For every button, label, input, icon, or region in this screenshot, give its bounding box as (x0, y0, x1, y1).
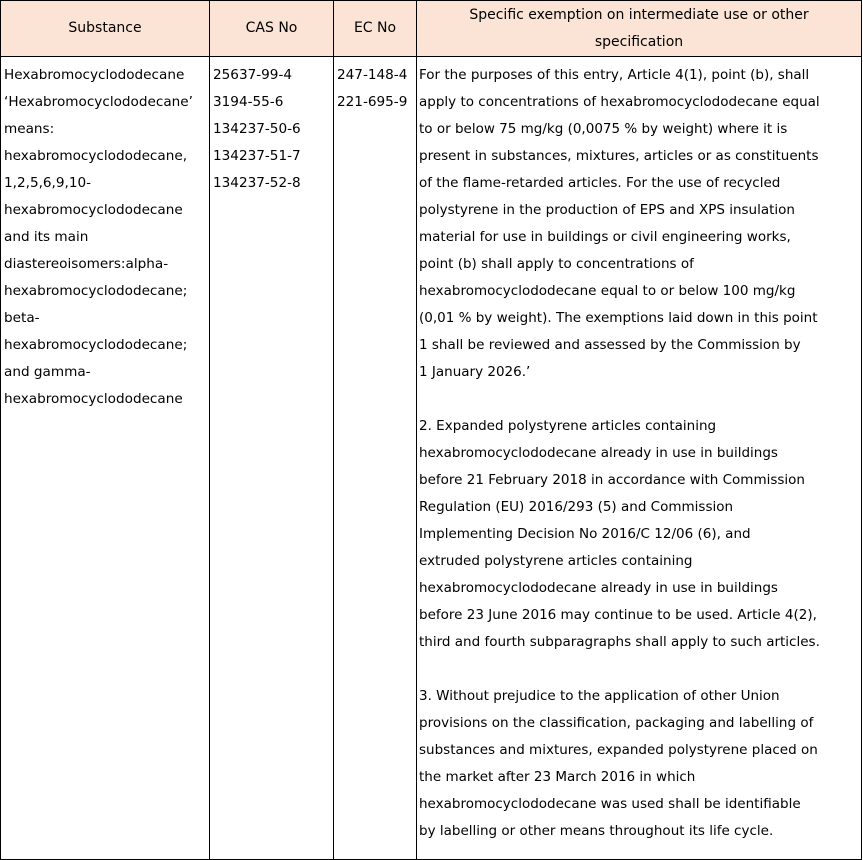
spec-line: provisions on the classification, packaging and labelling of (419, 715, 814, 731)
spec-line: 1 shall be reviewed and assessed by the Commission by (419, 337, 801, 353)
substance-line: hexabromocyclododecane (4, 202, 183, 218)
paragraph-spacer (419, 656, 861, 683)
header-ec-no: EC No (334, 1, 417, 57)
cas-number: 25637-99-4 (213, 67, 293, 83)
spec-line: extruded polystyrene articles containing (419, 553, 693, 569)
substance-line: ‘Hexabromocyclododecane’ (4, 94, 193, 110)
cas-number: 134237-50-6 (213, 121, 301, 137)
spec-line: by labelling or other means throughout its life cycle. (419, 823, 774, 839)
spec-line: material for use in buildings or civil engineering works, (419, 229, 791, 245)
spec-line: present in substances, mixtures, articles or as constituents (419, 148, 819, 164)
spec-paragraph-1 (419, 62, 861, 386)
spec-line: the market after 23 March 2016 in which (419, 769, 696, 785)
header-spec-line: specification (594, 33, 684, 50)
header-cas-no: CAS No (210, 1, 334, 57)
spec-line: apply to concentrations of hexabromocyclododecane equal (419, 94, 820, 110)
header-substance: Substance (1, 1, 210, 57)
spec-line: hexabromocyclododecane equal to or below 100 mg/kg (419, 283, 796, 299)
ec-number: 247-148-4 (337, 67, 408, 83)
header-row (1, 1, 862, 57)
substance-line: and its main (4, 229, 89, 245)
spec-line: (0,01 % by weight). The exemptions laid down in this point (419, 310, 818, 326)
spec-paragraph-2 (419, 413, 861, 656)
spec-line: hexabromocyclododecane already in use in buildings (419, 445, 778, 461)
spec-line: to or below 75 mg/kg (0,0075 % by weight) where it is (419, 121, 788, 137)
substance-line: hexabromocyclododecane; (4, 337, 188, 353)
spec-line: For the purposes of this entry, Article 4(1), point (b), shall (419, 67, 810, 83)
spec-line: Implementing Decision No 2016/C 12/06 (6), and (419, 526, 751, 542)
spec-line: before 21 February 2018 in accordance with Commission (419, 472, 805, 488)
cas-no-cell (210, 57, 334, 860)
spec-line: substances and mixtures, expanded polystyrene placed on (419, 742, 818, 758)
spec-line: 3. Without prejudice to the application of other Union (419, 688, 780, 704)
specification-cell (417, 57, 862, 860)
spec-line: hexabromocyclododecane already in use in buildings (419, 580, 778, 596)
ec-number: 221-695-9 (337, 94, 408, 110)
substance-line: beta- (4, 310, 40, 326)
substance-line: hexabromocyclododecane (4, 391, 183, 407)
header-spec-line: Specific exemption on intermediate use or other (469, 6, 809, 23)
header-specific-exemption (417, 1, 862, 57)
substance-line: hexabromocyclododecane, (4, 148, 188, 164)
cas-number: 3194-55-6 (213, 94, 284, 110)
spec-line: point (b) shall apply to concentrations of (419, 256, 694, 272)
substance-line: diastereoisomers:alpha- (4, 256, 169, 272)
spec-line: before 23 June 2016 may continue to be used. Article 4(2), (419, 607, 817, 623)
substance-line: hexabromocyclododecane; (4, 283, 188, 299)
spec-line: 2. Expanded polystyrene articles containing (419, 418, 717, 434)
spec-line: polystyrene in the production of EPS and XPS insulation (419, 202, 795, 218)
spec-line: 1 January 2026.’ (419, 364, 531, 380)
substance-cell (1, 57, 210, 860)
ec-no-cell (334, 57, 417, 860)
substance-line: and gamma- (4, 364, 91, 380)
spec-line: hexabromocyclododecane was used shall be identifiable (419, 796, 801, 812)
spec-line: of the flame-retarded articles. For the use of recycled (419, 175, 781, 191)
cas-number: 134237-52-8 (213, 175, 301, 191)
spec-paragraph-3 (419, 683, 861, 845)
spec-line: third and fourth subparagraphs shall apply to such articles. (419, 634, 820, 650)
substance-line: means: (4, 121, 55, 137)
table-row (1, 57, 862, 860)
substance-line: Hexabromocyclododecane (4, 67, 185, 83)
substance-line: 1,2,5,6,9,10- (4, 175, 92, 191)
cas-number: 134237-51-7 (213, 148, 301, 164)
spec-line: Regulation (EU) 2016/293 (5) and Commission (419, 499, 734, 515)
paragraph-spacer (419, 386, 861, 413)
